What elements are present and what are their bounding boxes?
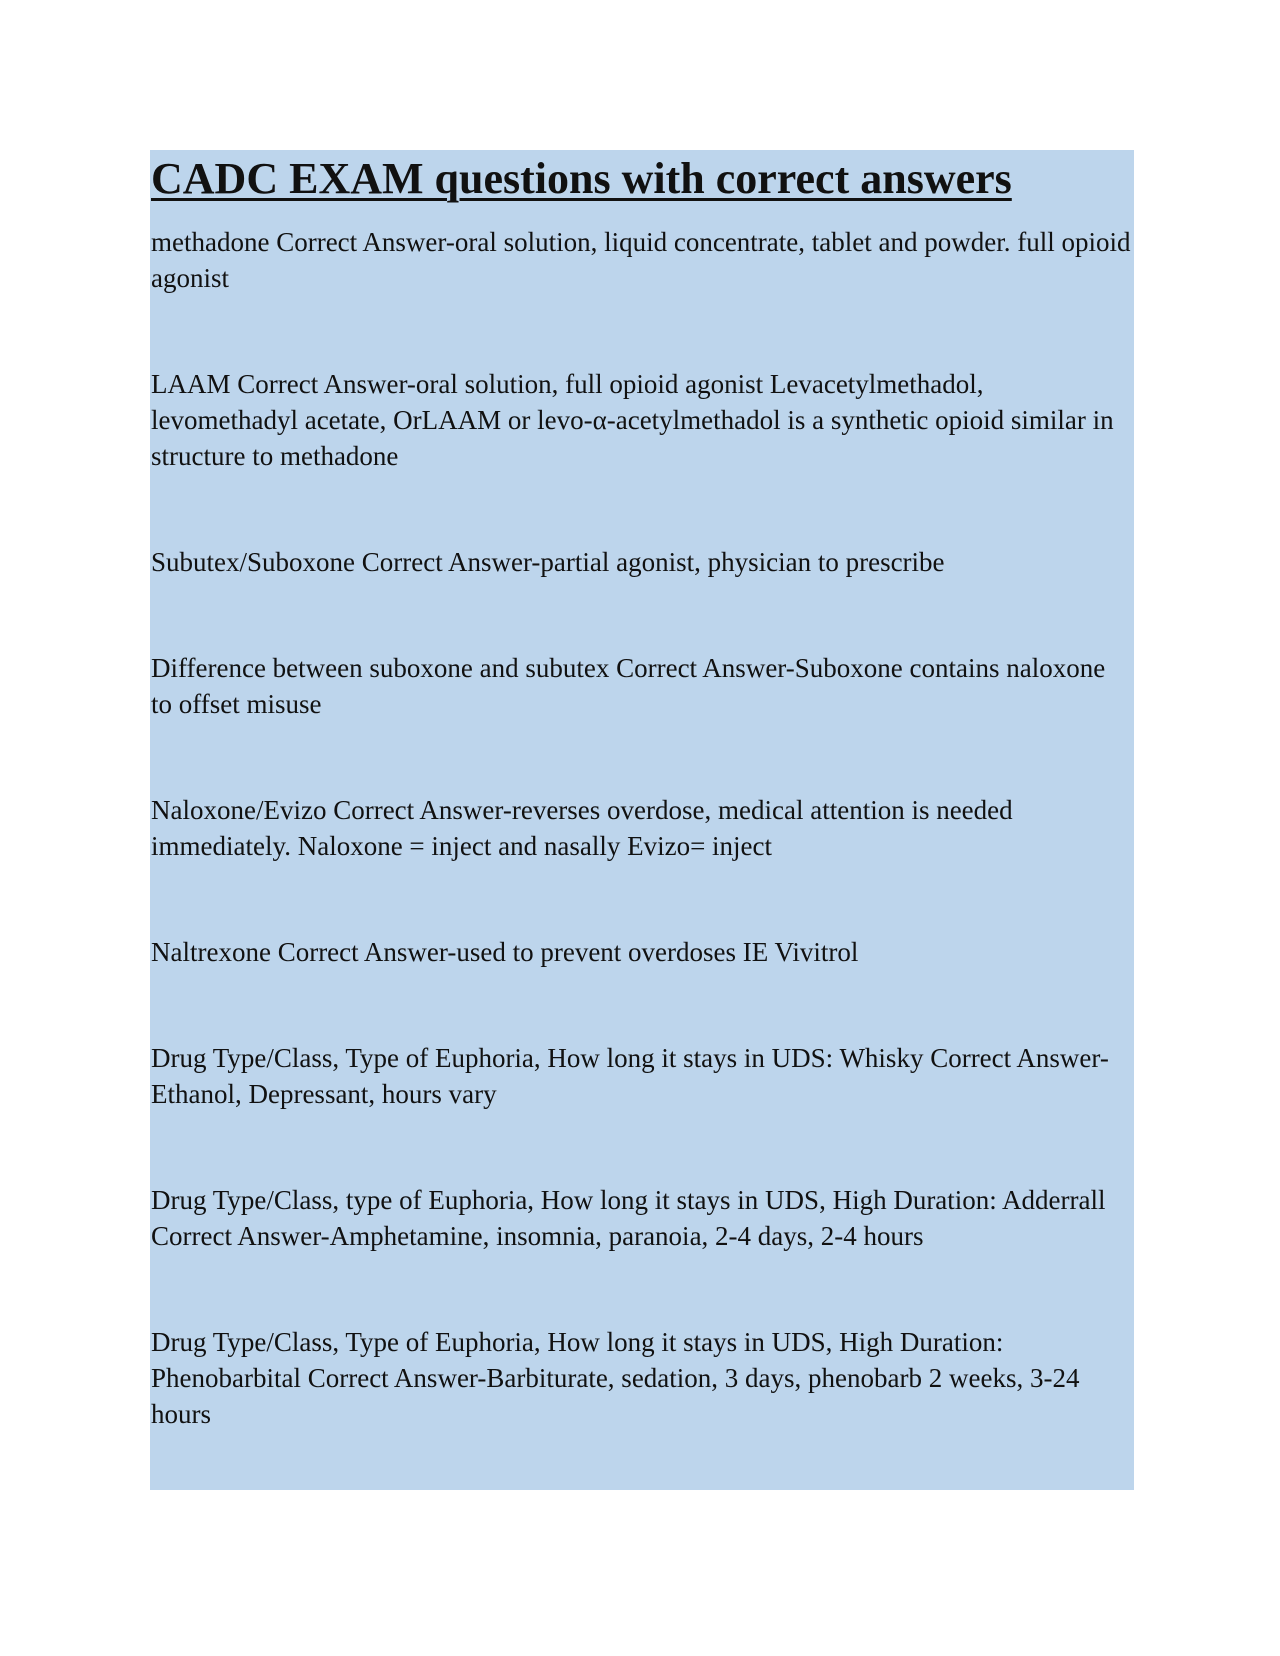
qa-entry-adderrall: Drug Type/Class, type of Euphoria, How long it stays in UDS, High Duration: Adderrall Correct Answer-Amphetamine, insomnia, paranoia, 2-4 days, 2-4 hours: [151, 1185, 1106, 1251]
qa-entry-phenobarbital: Drug Type/Class, Type of Euphoria, How long it stays in UDS, High Duration: Phenobarbital Correct Answer-Barbiturate, sedation, 3 days, phenobarb 2 weeks, 3-24 hours: [151, 1327, 1080, 1429]
qa-entry-naloxone-evizo: Naloxone/Evizo Correct Answer-reverses overdose, medical attention is needed immediately. Naloxone = inject and nasally Evizo= inject: [151, 795, 1013, 861]
qa-entry-laam: LAAM Correct Answer-oral solution, full opioid agonist Levacetylmethadol, levomethadyl acetate, OrLAAM or levo-α-acetylmethadol is a synthetic opioid similar in structure to methadone: [151, 369, 1114, 471]
qa-entry-naltrexone: Naltrexone Correct Answer-used to prevent overdoses IE Vivitrol: [151, 937, 859, 967]
qa-entry-whisky: Drug Type/Class, Type of Euphoria, How long it stays in UDS: Whisky Correct Answer-Ethanol, Depressant, hours vary: [151, 1043, 1109, 1109]
qa-entry-subutex-suboxone: Subutex/Suboxone Correct Answer-partial agonist, physician to prescribe: [151, 547, 945, 577]
document-title: CADC EXAM questions with correct answers: [151, 154, 1012, 203]
qa-entry-methadone: methadone Correct Answer-oral solution, liquid concentrate, tablet and powder. full opioid agonist: [151, 227, 1131, 293]
qa-entry-suboxone-subutex-difference: Difference between suboxone and subutex Correct Answer-Suboxone contains naloxone to offset misuse: [151, 653, 1106, 719]
